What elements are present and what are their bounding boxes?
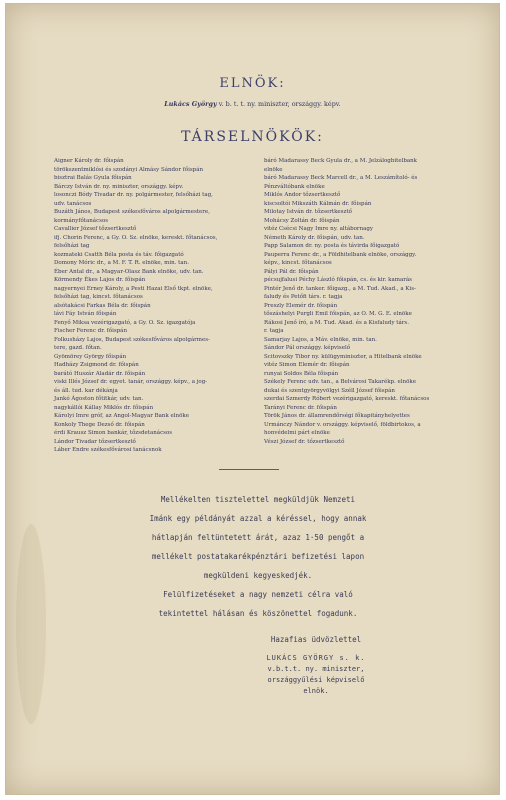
cochair-entry: Gyömörey György főispán: [54, 353, 127, 360]
cochair-entry: dukai és szentgyörgyvölgyi Széll József főispán: [264, 387, 395, 394]
cochair-entry: vitéz Csécsi Nagy Imre ny. altábornagy: [264, 226, 374, 232]
cochair-entry: Pályi Pál dr. főispán: [264, 268, 319, 275]
president-title: v. b. t. t. ny. miniszter, országgy. képv.: [218, 100, 341, 108]
letter-line: hátlapján feltüntetett árát, azaz 1·50 pengőt a: [151, 533, 365, 542]
cochair-entry: tőszáshelyi Purgli Emil főispán, az O. M. G. E. elnöke: [264, 311, 412, 317]
cochair-entry: Miklós Andor tőzsertkesztő: [264, 192, 341, 198]
cochair-entry: Hadházy Zsigmond dr. főispán: [54, 362, 139, 368]
cochair-entry: bisztrai Balás Gyula főispán: [54, 175, 132, 181]
cochair-entry: barátó Huszár Aladár dr. főispán: [54, 370, 146, 377]
letter-line: tekintettel hálásan és köszönettel fogadunk.: [158, 609, 358, 618]
cochair-entry: és áll. tud. kar dékánja: [54, 387, 118, 394]
cochair-entry: báró Madarassy Beck Marcell dr., a M. Leszámítoló- és: [264, 175, 418, 181]
cochair-entry: Cavallier József tőzsertkesztő: [54, 226, 137, 232]
cochair-entry: Aigner Károly dr. főispán: [54, 158, 124, 164]
cochair-entry: kormányfőtanácsos: [54, 217, 109, 224]
document-page: [5, 3, 500, 795]
signature: LUKÁCS GYÖRGY s. k.: [266, 654, 366, 662]
cochair-entry: képv., kincst. főtanácsos: [264, 260, 332, 266]
letter-line: Felülfizetéseket a nagy nemzeti célra való: [163, 590, 353, 599]
cochair-entry: Mohácsy Zoltán dr. főispán: [264, 217, 340, 224]
president-name: Lukács György: [164, 100, 217, 108]
letter-line: megküldeni kegyeskedjék.: [203, 571, 313, 580]
letter-body: [78, 490, 438, 623]
letter-line: Imánk egy példányát azzal a kéréssel, hogy annak: [149, 514, 367, 523]
cochair-entry: lávi Fáy István főispán: [54, 311, 117, 317]
cochair-entry: szerdai Szmerdy Róbert vezérigazgató, kereskt. főtanácsos: [264, 396, 430, 402]
signature-title: [216, 664, 416, 697]
cochair-entry: felsőházi tag: [54, 243, 90, 249]
cochair-entry: Folkusházy Lajos, Budapest székesfőváros alpolgármes-: [54, 336, 210, 343]
cochair-entry: Buzáth János, Budapest székesfőváros alpolgármestere,: [54, 209, 210, 215]
cochair-entry: felsőházi tag, kincst. főtanácsos: [54, 294, 143, 300]
cochair-entry: Konkoly Thege Dezső dr. főispán: [54, 421, 145, 428]
cochair-entry: báró Madarassy Beck Gyula dr., a M. Jelzálogbitelbank: [264, 158, 418, 164]
tarselnokok-heading: TÁRSELNÖKÖK:: [181, 129, 324, 145]
cochair-entry: Láber Endre székesfővárosi tanácsnok: [54, 447, 162, 453]
cochair-entry: nagyernyei Erney Károly, a Pesti Hazai Első tkpt. elnöke,: [54, 285, 213, 292]
cochair-entry: Preszly Elemér dr. főispán: [264, 302, 338, 309]
letter-closing: [216, 634, 416, 697]
cochair-entry: kiscsoltói Mikszáth Kálmán dr. főispán: [264, 200, 372, 207]
left-column: [54, 157, 264, 455]
cochair-entry: udv. tanácsos: [54, 200, 92, 207]
cochair-entry: Rákosi Jenő író, a M. Tud. Akad. és a Kisfaludy társ.: [264, 319, 409, 326]
cochair-entry: Domony Móric dr., a M. F. T. R. elnöke, min. tan.: [54, 260, 189, 266]
cochair-entry: Németh Károly dr. főispán, udv. tan.: [264, 234, 365, 241]
cochair-entry: ifj. Chorin Ferenc, a Gy. O. Sz. elnöke, kereskt. főtanácsos,: [54, 234, 218, 241]
cochair-entry: Scitovszky Tibor ny. külügyminiszter, a Hitelbank elnöke: [264, 353, 422, 360]
cochair-entry: faludy és Petőfi társ. r. tagja: [264, 294, 343, 300]
cochair-entry: pécsujfalusi Péchy László főispán, cs. és kir. kamarás: [264, 277, 412, 283]
cochair-entry: Milotay István dr. tőzsertkesztő: [264, 209, 352, 215]
cochair-entry: losonczi Bódy Tivadar dr. ny. polgármester, felsőházi tag,: [54, 192, 213, 198]
cochair-entry: tere, gazd. főtan.: [54, 345, 102, 351]
cochair-entry: Samarjay Lajos, a Máv. elnöke, min. tan.: [264, 336, 377, 343]
letter-paragraph-2: [78, 585, 438, 623]
letter-line: Mellékelten tisztelettel megküldjük Nemzeti: [160, 495, 356, 504]
cochair-entry: Papp Salamon dr. ny. posta és távirda főigazgató: [264, 243, 400, 249]
cochair-entry: Fischer Ferenc dr. főispán: [54, 328, 127, 334]
cochair-entry: viski Illés József dr. egyet. tanár, országgy. képv., a jog-: [54, 379, 208, 385]
cochair-entry: Lándor Tivadar tőzsertkesztő: [54, 438, 136, 445]
cochair-entry: vitéz Simon Elemér dr. főispán: [264, 362, 350, 368]
president-line: [6, 100, 499, 108]
cochair-entry: Éber Antal dr., a Magyar-Olasz Bank elnöke, udv. tan.: [54, 268, 204, 275]
cochair-entry: r. tagja: [264, 328, 284, 334]
greeting: Hazafias üdvözlettel: [270, 635, 362, 644]
cochair-entry: törökszentmiklósi és szodányi Almásy Sándor főispán: [54, 166, 204, 173]
cochair-entry: Pénzváltóbank elnöke: [264, 183, 325, 190]
right-column: [264, 157, 478, 446]
signature-title-line: elnök.: [303, 687, 329, 695]
cochair-entry: Török János dr. államrendőrségi főkapitányhelyettes: [264, 413, 410, 419]
cochair-entry: honvédelmi párt elnöke: [264, 430, 330, 436]
cochair-entry: Urmánczy Nándor v. országgy. képviselő, földbirtokos, a: [264, 421, 421, 428]
cochair-entry: Pintér Jenő dr. tanker. főigazg., a M. Tud. Akad., a Kis-: [264, 285, 416, 292]
cochair-entry: Jankó Ágoston főtitkár, udv. tan.: [54, 396, 144, 402]
cochair-entry: érdi Krausz Simon bankár, tőzsdetanácsos: [54, 430, 173, 436]
cochair-entry: Vészi József dr. tőzsertkesztő: [264, 438, 345, 445]
cochair-entry: elnöke: [264, 166, 283, 173]
cochair-entry: Pauperra Ferenc dr., a Földhitelbank elnöke, országgy.: [264, 251, 417, 258]
cochair-entry: Körmendy Ékes Lajos dr. főispán: [54, 277, 146, 283]
cochair-entry: Bárczy István dr. ny. miniszter, országgy. képv.: [54, 183, 184, 190]
elnok-heading: ELNÖK:: [219, 76, 286, 91]
cochair-entry: Fenyő Miksa vezérigazgató, a Gy. O. Sz. igazgatója: [54, 319, 196, 326]
cochair-entry: nagykállói Kállay Miklós dr. főispán: [54, 404, 154, 411]
cochair-entry: kozmateki Csatth Béla posta és táv. főigazgató: [54, 251, 184, 258]
paper-stain: [16, 524, 46, 724]
cochair-entry: Tarányi Ferenc dr. főispán: [264, 404, 337, 411]
letter-line: mellékelt postatakarékpénztári befizetési lapon: [151, 552, 365, 561]
cochair-entry: Székely Ferenc udv. tan., a Belvárosi Takarékp. elnöke: [264, 379, 416, 385]
cochair-entry: runyai Soldos Béla főispán: [264, 370, 339, 377]
cochair-entry: alsótakácsi Farkas Béla dr. főispán: [54, 302, 151, 309]
letter-paragraph-1: [78, 490, 438, 585]
divider-rule: [219, 469, 279, 470]
signature-title-line: országgyűlési képviselő: [267, 676, 365, 684]
signature-title-line: v.b.t.t. ny. miniszter,: [267, 665, 365, 673]
cochair-entry: Sándor Pál országgy. képviselő: [264, 345, 351, 351]
cochair-entry: Károlyi Imre gróf, az Angol-Magyar Bank elnöke: [54, 413, 190, 419]
